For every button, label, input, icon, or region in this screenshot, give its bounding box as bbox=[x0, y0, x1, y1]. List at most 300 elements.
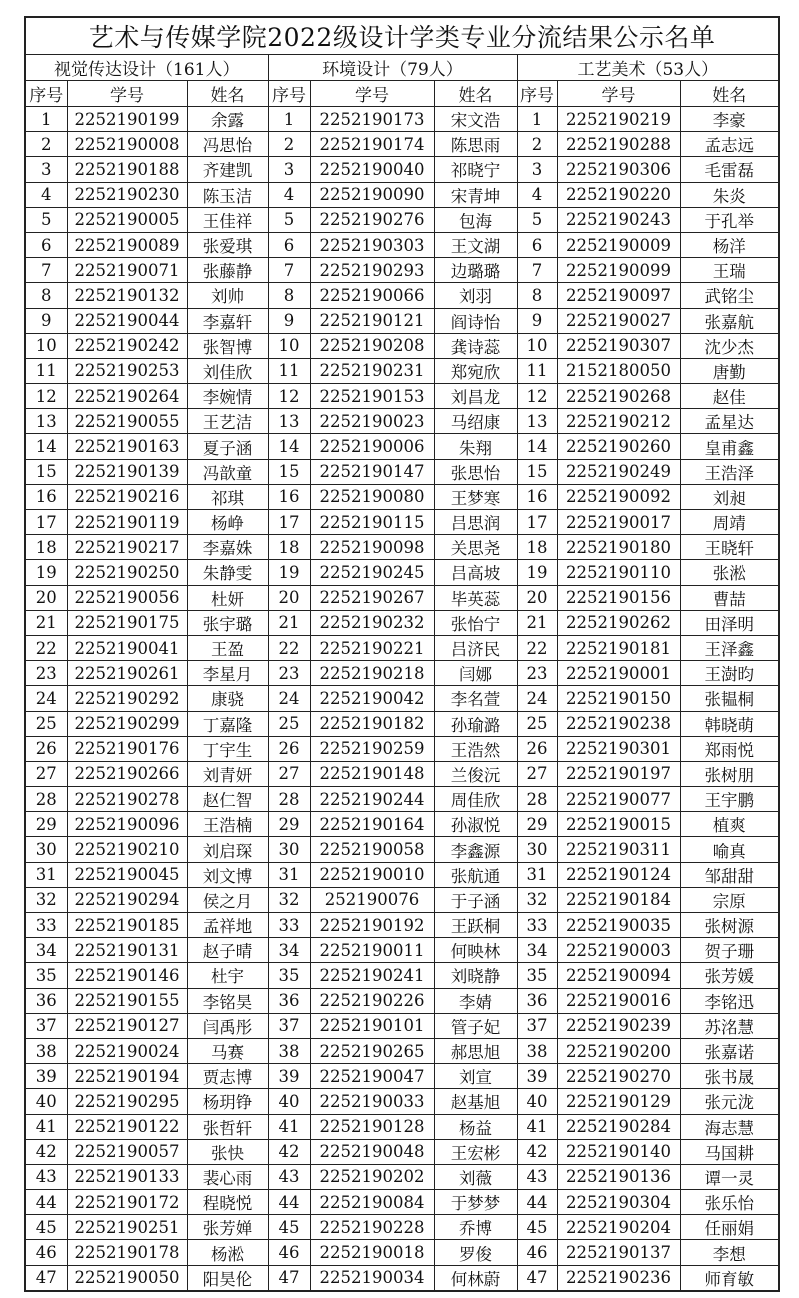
student-id-cell: 2252190146 bbox=[67, 963, 187, 988]
student-id-cell: 2252190231 bbox=[310, 358, 434, 383]
student-name-cell: 邹甜甜 bbox=[680, 862, 779, 887]
seq-cell: 1 bbox=[517, 107, 557, 132]
student-name-cell: 罗俊 bbox=[434, 1240, 517, 1265]
student-name-cell: 赵子晴 bbox=[187, 938, 268, 963]
student-id-cell: 2252190033 bbox=[310, 1089, 434, 1114]
seq-cell: 5 bbox=[25, 207, 67, 232]
student-id-cell: 2252190150 bbox=[557, 686, 680, 711]
table-row bbox=[25, 358, 779, 383]
results-sheet bbox=[24, 16, 778, 1292]
seq-cell: 46 bbox=[25, 1240, 67, 1265]
seq-cell: 46 bbox=[517, 1240, 557, 1265]
student-id-cell: 2252190121 bbox=[310, 308, 434, 333]
student-name-cell: 刘文博 bbox=[187, 862, 268, 887]
seq-cell: 17 bbox=[25, 510, 67, 535]
seq-cell: 24 bbox=[517, 686, 557, 711]
student-id-cell: 2252190140 bbox=[557, 1139, 680, 1164]
seq-cell: 45 bbox=[517, 1215, 557, 1240]
student-name-cell: 谭一灵 bbox=[680, 1164, 779, 1189]
seq-cell: 42 bbox=[268, 1139, 310, 1164]
student-name-cell: 刘晓静 bbox=[434, 963, 517, 988]
table-row bbox=[25, 132, 779, 157]
student-id-cell: 2252190311 bbox=[557, 837, 680, 862]
student-id-cell: 2252190006 bbox=[310, 434, 434, 459]
group-visual-communication: 视觉传达设计（161人） bbox=[25, 55, 268, 81]
student-name-cell: 张韫桐 bbox=[680, 686, 779, 711]
student-name-cell: 李铭昊 bbox=[187, 988, 268, 1013]
student-id-cell: 2252190016 bbox=[557, 988, 680, 1013]
seq-cell: 42 bbox=[517, 1139, 557, 1164]
student-name-cell: 植爽 bbox=[680, 812, 779, 837]
student-id-cell: 2252190055 bbox=[67, 409, 187, 434]
student-id-cell: 2252190265 bbox=[310, 1038, 434, 1063]
student-id-cell: 2252190071 bbox=[67, 258, 187, 283]
student-id-cell: 2252190238 bbox=[557, 711, 680, 736]
student-id-cell: 2252190041 bbox=[67, 635, 187, 660]
seq-cell: 8 bbox=[268, 283, 310, 308]
student-name-cell: 张芳婵 bbox=[187, 1215, 268, 1240]
seq-cell: 26 bbox=[517, 736, 557, 761]
student-id-cell: 2252190173 bbox=[310, 107, 434, 132]
seq-cell: 14 bbox=[268, 434, 310, 459]
seq-cell: 24 bbox=[268, 686, 310, 711]
student-name-cell: 陈玉洁 bbox=[187, 182, 268, 207]
student-id-cell: 2252190110 bbox=[557, 560, 680, 585]
student-name-cell: 李婉情 bbox=[187, 384, 268, 409]
student-id-cell: 2252190024 bbox=[67, 1038, 187, 1063]
student-id-cell: 2252190044 bbox=[67, 308, 187, 333]
student-name-cell: 马国耕 bbox=[680, 1139, 779, 1164]
seq-cell: 36 bbox=[268, 988, 310, 1013]
seq-cell: 37 bbox=[517, 1013, 557, 1038]
table-row bbox=[25, 107, 779, 132]
student-name-cell: 李嘉轩 bbox=[187, 308, 268, 333]
seq-cell: 43 bbox=[517, 1164, 557, 1189]
student-name-cell: 边璐璐 bbox=[434, 258, 517, 283]
student-name-cell: 陈思雨 bbox=[434, 132, 517, 157]
table-row bbox=[25, 384, 779, 409]
student-id-cell: 2252190278 bbox=[67, 787, 187, 812]
seq-cell: 7 bbox=[25, 258, 67, 283]
seq-cell: 27 bbox=[517, 761, 557, 786]
student-id-cell: 2252190009 bbox=[557, 232, 680, 257]
student-id-cell: 2252190197 bbox=[557, 761, 680, 786]
student-id-cell: 252190076 bbox=[310, 887, 434, 912]
seq-cell: 4 bbox=[25, 182, 67, 207]
seq-cell: 47 bbox=[268, 1265, 310, 1291]
table-row bbox=[25, 510, 779, 535]
student-name-cell: 杜宇 bbox=[187, 963, 268, 988]
seq-cell: 44 bbox=[268, 1190, 310, 1215]
header-name: 姓名 bbox=[680, 81, 779, 107]
table-row bbox=[25, 1265, 779, 1291]
student-name-cell: 李铭迅 bbox=[680, 988, 779, 1013]
header-name: 姓名 bbox=[187, 81, 268, 107]
seq-cell: 25 bbox=[25, 711, 67, 736]
seq-cell: 10 bbox=[268, 333, 310, 358]
seq-cell: 1 bbox=[25, 107, 67, 132]
student-id-cell: 2252190023 bbox=[310, 409, 434, 434]
student-id-cell: 2252190303 bbox=[310, 232, 434, 257]
student-id-cell: 2252190245 bbox=[310, 560, 434, 585]
seq-cell: 42 bbox=[25, 1139, 67, 1164]
student-id-cell: 2252190092 bbox=[557, 484, 680, 509]
student-id-cell: 2252190202 bbox=[310, 1164, 434, 1189]
student-name-cell: 武铭尘 bbox=[680, 283, 779, 308]
student-id-cell: 2252190295 bbox=[67, 1089, 187, 1114]
seq-cell: 30 bbox=[268, 837, 310, 862]
seq-cell: 30 bbox=[25, 837, 67, 862]
table-row bbox=[25, 1240, 779, 1265]
student-name-cell: 何林蔚 bbox=[434, 1265, 517, 1291]
seq-cell: 12 bbox=[25, 384, 67, 409]
seq-cell: 21 bbox=[268, 610, 310, 635]
seq-cell: 34 bbox=[25, 938, 67, 963]
student-id-cell: 2252190249 bbox=[557, 459, 680, 484]
table-row bbox=[25, 207, 779, 232]
student-name-cell: 张智博 bbox=[187, 333, 268, 358]
student-id-cell: 2252190228 bbox=[310, 1215, 434, 1240]
student-id-cell: 2252190048 bbox=[310, 1139, 434, 1164]
student-name-cell: 孙瑜潞 bbox=[434, 711, 517, 736]
seq-cell: 11 bbox=[517, 358, 557, 383]
header-name: 姓名 bbox=[434, 81, 517, 107]
student-id-cell: 2252190264 bbox=[67, 384, 187, 409]
student-id-cell: 2252190027 bbox=[557, 308, 680, 333]
header-seq: 序号 bbox=[268, 81, 310, 107]
seq-cell: 29 bbox=[517, 812, 557, 837]
student-name-cell: 赵佳 bbox=[680, 384, 779, 409]
student-id-cell: 2252190261 bbox=[67, 661, 187, 686]
student-name-cell: 李鑫源 bbox=[434, 837, 517, 862]
student-name-cell: 杜妍 bbox=[187, 585, 268, 610]
student-name-cell: 龚诗蕊 bbox=[434, 333, 517, 358]
seq-cell: 4 bbox=[517, 182, 557, 207]
table-row bbox=[25, 963, 779, 988]
seq-cell: 14 bbox=[517, 434, 557, 459]
student-id-cell: 2252190136 bbox=[557, 1164, 680, 1189]
student-name-cell: 孙淑悦 bbox=[434, 812, 517, 837]
student-name-cell: 王盈 bbox=[187, 635, 268, 660]
student-name-cell: 吕高坡 bbox=[434, 560, 517, 585]
student-name-cell: 刘宣 bbox=[434, 1064, 517, 1089]
seq-cell: 32 bbox=[268, 887, 310, 912]
student-id-cell: 2252190306 bbox=[557, 157, 680, 182]
student-name-cell: 王瑞 bbox=[680, 258, 779, 283]
group-arts-and-crafts: 工艺美术（53人） bbox=[517, 55, 779, 81]
student-id-cell: 2252190099 bbox=[557, 258, 680, 283]
student-id-cell: 2252190018 bbox=[310, 1240, 434, 1265]
student-name-cell: 裴心雨 bbox=[187, 1164, 268, 1189]
seq-cell: 15 bbox=[517, 459, 557, 484]
student-id-cell: 2252190164 bbox=[310, 812, 434, 837]
student-name-cell: 沈少杰 bbox=[680, 333, 779, 358]
student-name-cell: 张怡宁 bbox=[434, 610, 517, 635]
student-name-cell: 刘佳欣 bbox=[187, 358, 268, 383]
student-name-cell: 乔博 bbox=[434, 1215, 517, 1240]
student-id-cell: 2252190262 bbox=[557, 610, 680, 635]
seq-cell: 29 bbox=[25, 812, 67, 837]
seq-cell: 27 bbox=[25, 761, 67, 786]
student-name-cell: 李想 bbox=[680, 1240, 779, 1265]
student-id-cell: 2252190011 bbox=[310, 938, 434, 963]
student-name-cell: 张嘉航 bbox=[680, 308, 779, 333]
student-id-cell: 2252190163 bbox=[67, 434, 187, 459]
seq-cell: 5 bbox=[268, 207, 310, 232]
student-id-cell: 2252190094 bbox=[557, 963, 680, 988]
student-name-cell: 张树朋 bbox=[680, 761, 779, 786]
student-name-cell: 刘启琛 bbox=[187, 837, 268, 862]
table-row bbox=[25, 560, 779, 585]
student-name-cell: 马赛 bbox=[187, 1038, 268, 1063]
seq-cell: 26 bbox=[25, 736, 67, 761]
seq-cell: 30 bbox=[517, 837, 557, 862]
student-id-cell: 2252190307 bbox=[557, 333, 680, 358]
student-name-cell: 郑宛欣 bbox=[434, 358, 517, 383]
table-row bbox=[25, 1064, 779, 1089]
seq-cell: 33 bbox=[25, 913, 67, 938]
student-name-cell: 程晓悦 bbox=[187, 1190, 268, 1215]
student-name-cell: 宗原 bbox=[680, 887, 779, 912]
student-name-cell: 朱翔 bbox=[434, 434, 517, 459]
student-id-cell: 2252190034 bbox=[310, 1265, 434, 1291]
seq-cell: 22 bbox=[25, 635, 67, 660]
student-id-cell: 2252190276 bbox=[310, 207, 434, 232]
student-name-cell: 于子涵 bbox=[434, 887, 517, 912]
student-id-cell: 2252190236 bbox=[557, 1265, 680, 1291]
table-row bbox=[25, 283, 779, 308]
student-name-cell: 任丽娟 bbox=[680, 1215, 779, 1240]
student-id-cell: 2252190001 bbox=[557, 661, 680, 686]
student-name-cell: 刘薇 bbox=[434, 1164, 517, 1189]
student-name-cell: 毛雷磊 bbox=[680, 157, 779, 182]
student-name-cell: 马绍康 bbox=[434, 409, 517, 434]
seq-cell: 41 bbox=[25, 1114, 67, 1139]
student-name-cell: 朱炎 bbox=[680, 182, 779, 207]
student-id-cell: 2252190243 bbox=[557, 207, 680, 232]
table-row bbox=[25, 635, 779, 660]
student-name-cell: 冯歆童 bbox=[187, 459, 268, 484]
student-id-cell: 2252190050 bbox=[67, 1265, 187, 1291]
student-name-cell: 王宏彬 bbox=[434, 1139, 517, 1164]
student-id-cell: 2252190056 bbox=[67, 585, 187, 610]
student-id-cell: 2252190139 bbox=[67, 459, 187, 484]
student-id-cell: 2252190182 bbox=[310, 711, 434, 736]
student-id-cell: 2252190137 bbox=[557, 1240, 680, 1265]
student-name-cell: 王澍昀 bbox=[680, 661, 779, 686]
student-id-cell: 2252190232 bbox=[310, 610, 434, 635]
student-name-cell: 皇甫鑫 bbox=[680, 434, 779, 459]
seq-cell: 6 bbox=[517, 232, 557, 257]
seq-cell: 47 bbox=[25, 1265, 67, 1291]
student-id-cell: 2252190131 bbox=[67, 938, 187, 963]
table-row bbox=[25, 258, 779, 283]
seq-cell: 26 bbox=[268, 736, 310, 761]
seq-cell: 43 bbox=[25, 1164, 67, 1189]
student-id-cell: 2252190288 bbox=[557, 132, 680, 157]
page-title: 艺术与传媒学院2022级设计学类专业分流结果公示名单 bbox=[25, 17, 779, 55]
seq-cell: 31 bbox=[517, 862, 557, 887]
table-row bbox=[25, 459, 779, 484]
table-row bbox=[25, 913, 779, 938]
student-id-cell: 2252190268 bbox=[557, 384, 680, 409]
student-name-cell: 韩晓萌 bbox=[680, 711, 779, 736]
student-id-cell: 2252190301 bbox=[557, 736, 680, 761]
student-name-cell: 杨峥 bbox=[187, 510, 268, 535]
student-id-cell: 2252190251 bbox=[67, 1215, 187, 1240]
student-id-cell: 2252190174 bbox=[310, 132, 434, 157]
student-id-cell: 2252190180 bbox=[557, 535, 680, 560]
student-id-cell: 2252190294 bbox=[67, 887, 187, 912]
student-id-cell: 2252190200 bbox=[557, 1038, 680, 1063]
student-id-cell: 2252190230 bbox=[67, 182, 187, 207]
student-id-cell: 2252190057 bbox=[67, 1139, 187, 1164]
seq-cell: 20 bbox=[517, 585, 557, 610]
seq-cell: 22 bbox=[268, 635, 310, 660]
student-name-cell: 朱静雯 bbox=[187, 560, 268, 585]
seq-cell: 38 bbox=[268, 1038, 310, 1063]
student-name-cell: 宋文浩 bbox=[434, 107, 517, 132]
seq-cell: 4 bbox=[268, 182, 310, 207]
seq-cell: 46 bbox=[268, 1240, 310, 1265]
group-environmental-design: 环境设计（79人） bbox=[268, 55, 517, 81]
student-name-cell: 于孔举 bbox=[680, 207, 779, 232]
student-id-cell: 2252190003 bbox=[557, 938, 680, 963]
student-name-cell: 李星月 bbox=[187, 661, 268, 686]
student-name-cell: 康骁 bbox=[187, 686, 268, 711]
seq-cell: 16 bbox=[25, 484, 67, 509]
student-id-cell: 2252190241 bbox=[310, 963, 434, 988]
table-row bbox=[25, 661, 779, 686]
student-name-cell: 赵仁智 bbox=[187, 787, 268, 812]
student-name-cell: 贾志博 bbox=[187, 1064, 268, 1089]
student-name-cell: 张宇璐 bbox=[187, 610, 268, 635]
seq-cell: 13 bbox=[25, 409, 67, 434]
seq-cell: 14 bbox=[25, 434, 67, 459]
header-seq: 序号 bbox=[517, 81, 557, 107]
student-name-cell: 夏子涵 bbox=[187, 434, 268, 459]
table-row bbox=[25, 585, 779, 610]
student-id-cell: 2252190155 bbox=[67, 988, 187, 1013]
student-id-cell: 2252190259 bbox=[310, 736, 434, 761]
student-id-cell: 2252190250 bbox=[67, 560, 187, 585]
seq-cell: 15 bbox=[25, 459, 67, 484]
student-name-cell: 阎诗怡 bbox=[434, 308, 517, 333]
student-name-cell: 王梦寒 bbox=[434, 484, 517, 509]
table-row bbox=[25, 938, 779, 963]
student-name-cell: 王佳祥 bbox=[187, 207, 268, 232]
seq-cell: 3 bbox=[268, 157, 310, 182]
table-row bbox=[25, 787, 779, 812]
student-id-cell: 2252190089 bbox=[67, 232, 187, 257]
student-id-cell: 2252190181 bbox=[557, 635, 680, 660]
student-id-cell: 2252190292 bbox=[67, 686, 187, 711]
seq-cell: 20 bbox=[268, 585, 310, 610]
seq-cell: 8 bbox=[25, 283, 67, 308]
table-row bbox=[25, 182, 779, 207]
seq-cell: 39 bbox=[268, 1064, 310, 1089]
seq-cell: 3 bbox=[517, 157, 557, 182]
student-id-cell: 2252190128 bbox=[310, 1114, 434, 1139]
student-id-cell: 2252190133 bbox=[67, 1164, 187, 1189]
student-name-cell: 张乐怡 bbox=[680, 1190, 779, 1215]
seq-cell: 33 bbox=[517, 913, 557, 938]
seq-cell: 18 bbox=[268, 535, 310, 560]
table-row bbox=[25, 535, 779, 560]
student-name-cell: 管子妃 bbox=[434, 1013, 517, 1038]
student-name-cell: 丁嘉隆 bbox=[187, 711, 268, 736]
student-id-cell: 2252190204 bbox=[557, 1215, 680, 1240]
student-name-cell: 刘昶 bbox=[680, 484, 779, 509]
table-row bbox=[25, 887, 779, 912]
student-id-cell: 2252190119 bbox=[67, 510, 187, 535]
student-id-cell: 2252190242 bbox=[67, 333, 187, 358]
student-name-cell: 毕英蕊 bbox=[434, 585, 517, 610]
student-name-cell: 齐建凯 bbox=[187, 157, 268, 182]
seq-cell: 45 bbox=[268, 1215, 310, 1240]
student-name-cell: 苏洺慧 bbox=[680, 1013, 779, 1038]
header-id: 学号 bbox=[67, 81, 187, 107]
student-id-cell: 2252190129 bbox=[557, 1089, 680, 1114]
seq-cell: 36 bbox=[517, 988, 557, 1013]
student-id-cell: 2252190132 bbox=[67, 283, 187, 308]
student-id-cell: 2252190084 bbox=[310, 1190, 434, 1215]
student-name-cell: 吕济民 bbox=[434, 635, 517, 660]
seq-cell: 32 bbox=[25, 887, 67, 912]
student-name-cell: 唐勤 bbox=[680, 358, 779, 383]
student-id-cell: 2252190124 bbox=[557, 862, 680, 887]
student-name-cell: 孟祥地 bbox=[187, 913, 268, 938]
student-name-cell: 余露 bbox=[187, 107, 268, 132]
seq-cell: 21 bbox=[25, 610, 67, 635]
student-id-cell: 2252190045 bbox=[67, 862, 187, 887]
student-name-cell: 王艺洁 bbox=[187, 409, 268, 434]
student-name-cell: 李嘉姝 bbox=[187, 535, 268, 560]
seq-cell: 28 bbox=[268, 787, 310, 812]
student-name-cell: 王晓轩 bbox=[680, 535, 779, 560]
student-id-cell: 2252190217 bbox=[67, 535, 187, 560]
seq-cell: 7 bbox=[268, 258, 310, 283]
table-row bbox=[25, 1038, 779, 1063]
seq-cell: 1 bbox=[268, 107, 310, 132]
header-seq: 序号 bbox=[25, 81, 67, 107]
student-name-cell: 刘羽 bbox=[434, 283, 517, 308]
table-body bbox=[25, 107, 779, 1291]
seq-cell: 16 bbox=[268, 484, 310, 509]
student-name-cell: 何映林 bbox=[434, 938, 517, 963]
student-name-cell: 曹喆 bbox=[680, 585, 779, 610]
student-id-cell: 2252190035 bbox=[557, 913, 680, 938]
student-id-cell: 2252190266 bbox=[67, 761, 187, 786]
seq-cell: 18 bbox=[25, 535, 67, 560]
seq-cell: 3 bbox=[25, 157, 67, 182]
seq-cell: 35 bbox=[268, 963, 310, 988]
student-name-cell: 李豪 bbox=[680, 107, 779, 132]
student-id-cell: 2252190199 bbox=[67, 107, 187, 132]
results-table bbox=[24, 16, 780, 1292]
student-name-cell: 张快 bbox=[187, 1139, 268, 1164]
seq-cell: 38 bbox=[25, 1038, 67, 1063]
student-name-cell: 王跃桐 bbox=[434, 913, 517, 938]
table-row bbox=[25, 862, 779, 887]
student-name-cell: 孟志远 bbox=[680, 132, 779, 157]
table-row bbox=[25, 308, 779, 333]
student-name-cell: 周靖 bbox=[680, 510, 779, 535]
student-id-cell: 2252190008 bbox=[67, 132, 187, 157]
student-id-cell: 2252190267 bbox=[310, 585, 434, 610]
student-name-cell: 张淞 bbox=[680, 560, 779, 585]
student-name-cell: 刘昌龙 bbox=[434, 384, 517, 409]
